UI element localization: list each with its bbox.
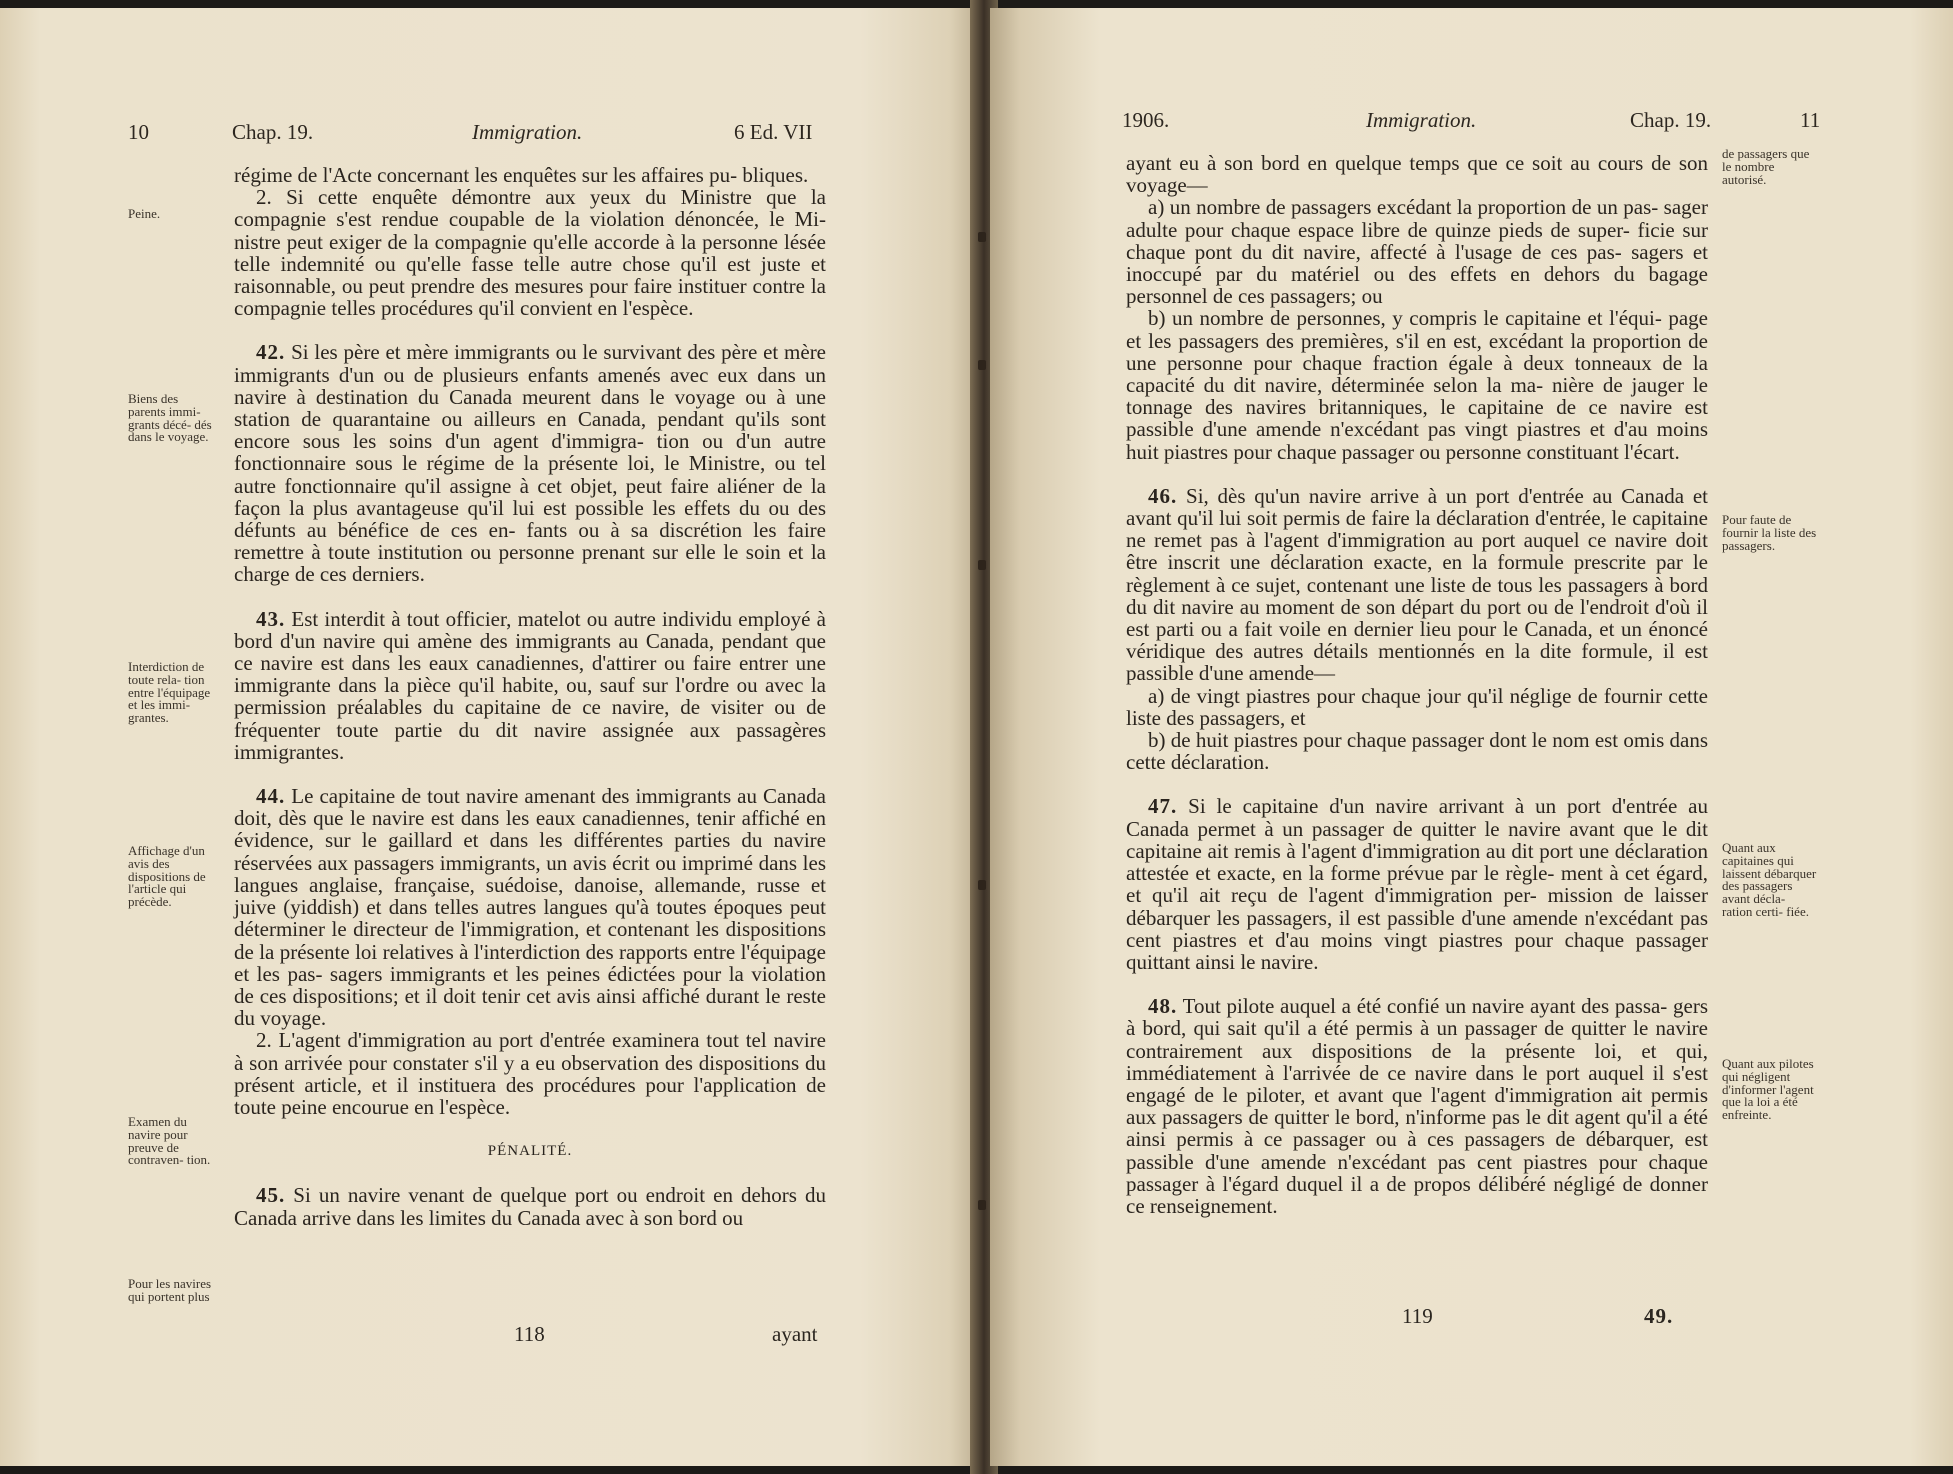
left-page: [0, 8, 984, 1466]
section-44-2: [234, 1029, 826, 1118]
right-folio: 119: [1402, 1304, 1433, 1328]
right-chapter: Chap. 19.: [1630, 108, 1712, 132]
binding-mark: [978, 360, 986, 370]
right-title: Immigration.: [1366, 108, 1477, 132]
right-body-text: [1126, 152, 1708, 1217]
section-47-number: 47.: [1148, 794, 1178, 819]
binding-mark: [978, 232, 986, 242]
penalite-heading: PÉNALITÉ.: [487, 1143, 573, 1160]
section-46-a-text: a) de vingt piastres pour chaque jour qu'il néglige de fournir cette liste des passagers, et: [1126, 683, 1708, 730]
paragraph-2-text: 2. Si cette enquête démontre aux yeux du Ministre que la compagnie s'est rendue coupable de la violation dénoncée, le Mi- nistre peut exiger de la compagnie qu'elle accorde à la personne lésée telle indemnité ou qu'elle fasse telle autre chose qu'il est juste et raisonnable, ou peut prendre des mesures pour faire instituer contre la compagnie telles procédures qu'il convient en l'espèce.: [234, 185, 826, 321]
section-46-b-text: b) de huit piastres pour chaque passager dont le nom est omis dans cette déclaration.: [1126, 728, 1708, 775]
left-chapter: Chap. 19.: [232, 120, 314, 144]
section-45-number: 45.: [256, 1183, 286, 1208]
margin-note-biens: Biens des parents immi- grants décé- dés dans le voyage.: [128, 391, 212, 445]
section-48: [1126, 995, 1708, 1217]
margin-note-pour-les-navires: Pour les navires qui portent plus: [128, 1276, 212, 1304]
margin-note-examen: Examen du navire pour preuve de contraven- tion.: [128, 1114, 211, 1168]
left-regnal-year: 6 Ed. VII: [734, 120, 813, 144]
section-46: [1126, 485, 1708, 685]
left-body-text: [234, 164, 826, 1229]
paragraph-regime: régime de l'Acte concernant les enquêtes sur les affaires pu- bliques.: [234, 163, 809, 187]
left-running-head: [0, 120, 984, 148]
left-title: Immigration.: [472, 120, 583, 144]
section-45: [234, 1184, 826, 1228]
right-page-number: 11: [1800, 108, 1821, 132]
margin-note-interdiction: Interdiction de toute rela- tion entre l'équipage et les immi- grantes.: [128, 659, 211, 726]
section-42-number: 42.: [256, 340, 286, 365]
binding-mark: [978, 880, 986, 890]
paragraph-2: [234, 186, 826, 319]
section-46-number: 46.: [1148, 483, 1178, 508]
section-43-text: Est interdit à tout officier, matelot ou autre individu employé à bord d'un navire qui amène des immigrants au Canada, pendant que ce navire est dans les eaux canadiennes, d'attirer ou faire entrer une immigrante dans la pièce qu'il habite, ou, sauf sur l'ordre ou avec la permission préalables du capitaine de ce navire, de visiter ou de fréquenter toute partie du dit navire assignée aux passagères immigrantes.: [234, 606, 826, 764]
margin-note-passagers: de passagers que le nombre autorisé.: [1722, 146, 1810, 187]
section-46-text: Si, dès qu'un navire arrive à un port d'entrée au Canada et avant qu'il lui soit permis de faire la déclaration d'entrée, le capitaine ne remet pas à l'agent d'immigration au port auquel ce navire doit être inscrit une déclaration exacte, en la formule prescrite par le règlement à ce sujet, contenant une liste de tous les passagers à bord du dit navire au moment de son départ du port ou de l'endroit d'où il est parti ou a fait voile en dernier lieu pour le Canada, et un énoncé véridique des autres détails mentionnés en la dite formule, il est passible d'une amende—: [1126, 483, 1709, 686]
binding-mark: [978, 560, 986, 570]
left-catchword: ayant: [772, 1322, 818, 1346]
paragraph-ayant: ayant eu à son bord en quelque temps que ce soit au cours de son voyage—: [1126, 151, 1708, 198]
section-43-number: 43.: [256, 606, 286, 631]
section-47-text: Si le capitaine d'un navire arrivant à un port d'entrée au Canada permet à un passager de quitter le navire avant que le dit capitaine ait remis à l'agent d'immigration au dit port une déclaration attestée et exacte, en la forme prévue par le règle- ment à cet égard, et qu'il ait reçu de l'agent d'immigration per- mission de laisser débarquer les passagers, il est passible d'une amende n'excédant pas cent piastres et d'au moins vingt piastres pour chaque passager quittant ainsi le navire.: [1126, 794, 1708, 974]
margin-note-peine: Peine.: [128, 206, 161, 221]
left-page-number: 10: [128, 120, 149, 144]
margin-note-quant-capitaines: Quant aux capitaines qui laissent débarquer des passagers avant décla- ration certi- fiée.: [1722, 840, 1817, 919]
paragraph-b-text: b) un nombre de personnes, y compris le capitaine et l'équi- page et les passagers des premières, s'il en est, excédant la proportion de une personne pour chaque fraction égale à deux tonneaux de la capacité du dit navire, déterminée selon la ma- nière de jauger le tonnage des navires britanniques, le capitaine de ce navire est passible d'une amende n'excédant pas vingt piastres et d'au moins huit piastres pour chaque passager ou personne constituant l'écart.: [1126, 306, 1708, 464]
section-44-2-text: 2. L'agent d'immigration au port d'entrée examinera tout tel navire à son arrivée pour constater s'il y a eu observation des dispositions du présent article, et il instituera des procédures pour l'application de toute peine encourue en l'espèce.: [234, 1028, 826, 1119]
right-page: [990, 8, 1953, 1466]
section-46-a: [1126, 685, 1708, 729]
section-44-text: Le capitaine de tout navire amenant des immigrants au Canada doit, dès que le navire est dans les eaux canadiennes, tenir affiché en évidence, sur le gaillard et dans les différentes parties du navire réservées aux passagers immigrants, un avis écrit ou imprimé dans les langues anglaise, française, suédoise, danoise, allemande, russe et juive (yiddish) et dans telles autres langues qu'à toutes époques peut déterminer le directeur de l'immigration, et contenant les dispositions de la présente loi relatives à l'interdiction des rapports entre l'équipage et les pas- sagers immigrants et les peines édictées pour la violation de ces dispositions; et il doit tenir cet avis ainsi affiché durant le reste du voyage.: [234, 784, 827, 1031]
section-47: [1126, 795, 1708, 973]
section-44: [234, 785, 826, 1029]
margin-note-affichage: Affichage d'un avis des dispositions de l'article qui précède.: [128, 843, 206, 910]
margin-note-quant-pilotes: Quant aux pilotes qui négligent d'informer l'agent que la loi a été enfreinte.: [1722, 1056, 1814, 1123]
section-48-text: Tout pilote auquel a été confié un navire ayant des passa- gers à bord, qui sait qu'il a été permis à un passager de quitter le navire contrairement aux dispositions de la présente loi, et qui, immédiatement à l'arrivée de ce navire dans le port auquel il s'est engagé de le piloter, et avant que l'agent d'immigration ait permis aux passagers de quitter le bord, n'informe pas le dit agent qu'il a été ainsi permis à ce passager ou à ces passagers de débarquer, est passible d'une amende n'excédant pas cent piastres pour chaque passager à l'égard duquel il a de propos délibéré négligé de donner ce renseignement.: [1126, 994, 1708, 1218]
right-catchword: 49.: [1644, 1304, 1674, 1328]
section-43: [234, 608, 826, 763]
section-46-b: [1126, 729, 1708, 773]
section-48-number: 48.: [1148, 994, 1178, 1019]
paragraph-b: [1126, 307, 1708, 462]
left-folio: 118: [514, 1322, 545, 1346]
section-44-number: 44.: [256, 784, 286, 809]
paragraph-a-text: a) un nombre de passagers excédant la proportion de un pas- sager adulte pour chaque espace libre de quinze pieds de super- ficie sur chaque pont du dit navire, affecté à l'usage de ces pas- sagers et inoccupé par du matériel ou des effets en dehors du bagage personnel de ces passagers; ou: [1126, 195, 1708, 309]
paragraph-a: [1126, 196, 1708, 307]
section-45-text: Si un navire venant de quelque port ou endroit en dehors du Canada arrive dans les limites du Canada avec à son bord ou: [234, 1183, 826, 1230]
section-42-text: Si les père et mère immigrants ou le survivant des père et mère immigrants d'un ou de plusieurs enfants amenés avec eux dans un navire à destination du Canada meurent dans le voyage ou à une station de quarantaine ou ailleurs en Canada, pendant qu'ils sont encore sous les soins d'un agent d'immigra- tion ou d'un autre fonctionnaire sous le régime de la présente loi, le Ministre, ou tel autre fonctionnaire qu'il assigne à cet objet, peut faire aliéner de la façon la plus avantageuse qu'il lui est possible les effets du ou des défunts au bénéfice de ces en- fants ou à sa discrétion les faire remettre à toute institution ou personne prenant sur elle le soin et la charge de ces derniers.: [234, 340, 827, 587]
section-42: [234, 341, 826, 585]
binding-mark: [978, 1200, 986, 1210]
margin-note-pour-faute: Pour faute de fournir la liste des passagers.: [1722, 512, 1817, 553]
right-year: 1906.: [1122, 108, 1170, 132]
right-running-head: [990, 108, 1953, 136]
